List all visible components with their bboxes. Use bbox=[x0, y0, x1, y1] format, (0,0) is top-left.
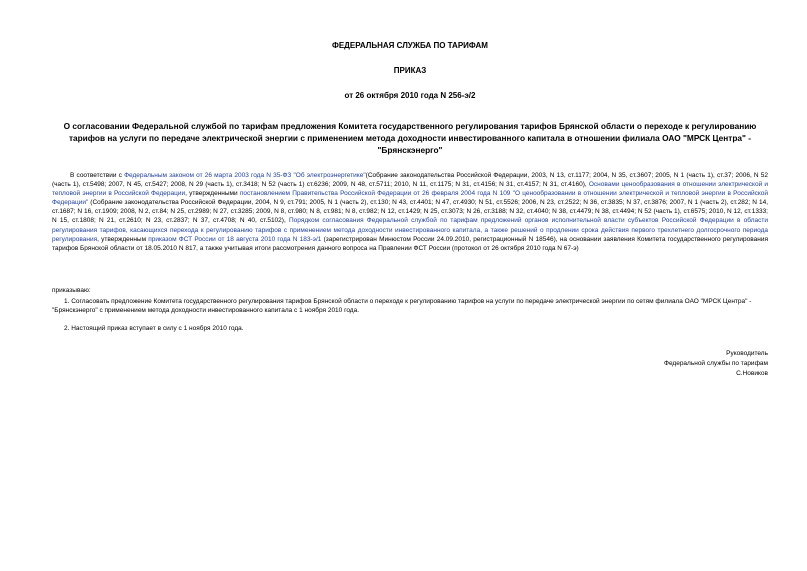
order-item-2: 2. Настоящий приказ вступает в силу с 1 ноября 2010 года. bbox=[64, 325, 244, 332]
order-phrase: приказываю: bbox=[52, 287, 91, 294]
link-government-decree[interactable]: постановлением Правительства Российской Федерации от 26 февраля 2004 года N 109 "О ценообразовании в отношении электрической и тепловой энергии в Российской Федерации" bbox=[52, 190, 768, 207]
link-federal-law[interactable]: Федеральным законом от 26 марта 2003 года N 35-ФЗ "Об электроэнергетике" bbox=[124, 172, 366, 179]
link-approval-procedure[interactable]: Порядком согласования Федеральной службой по тарифам предложений органов исполнительной власти субъектов Российской Федерации в области регулирования тарифов, касающихся перехода к регулированию тарифов с применением метода доходности инвестированного капитала, а также решений о продлении срока действия первого трехлетнего долгосрочного периода регулирования bbox=[52, 217, 768, 243]
body-text: , утвержденным bbox=[97, 235, 149, 243]
body-text: (зарегистрирован Минюстом России 24.09.2010, регистрационный N 18546), на основании заявления Комитета государственного регулирования тарифов Брянской области от 18.05.2010 N 817, а также учитывая итоги рассмотрения данного вопроса на Правлении ФСТ России (протокол от 26 октября 2010 года N 67-э) bbox=[52, 235, 768, 252]
signature-organization: Федеральной службы по тарифам bbox=[664, 360, 768, 368]
document-kind: ПРИКАЗ bbox=[393, 66, 427, 75]
document-title: О согласовании Федеральной службой по тарифам предложения Комитета государственного регулирования тарифов Брянской области о переходе к регулированию тарифов на услуги по передаче электрической энергии с применением метода доходности инвестированного капитала в отношении филиала ОАО "МРСК Центра" - "Брянскэнерго" bbox=[63, 121, 757, 155]
order-item-1: 1. Согласовать предложение Комитета государственного регулирования тарифов Брянской области о переходе к регулированию тарифов на услуги по передаче электрической энергии по сетям филиала ОАО "МРСК Центра" - "Брянскэнерго" с применением метода доходности инвестированного капитала с 1 ноября 2010 года. bbox=[52, 298, 752, 315]
body-text: В соответствии с bbox=[70, 172, 125, 179]
preamble-paragraph bbox=[52, 171, 768, 253]
body-text: , утвержденными bbox=[185, 190, 240, 198]
document-date: от 26 октября 2010 года N 256-э/2 bbox=[344, 91, 476, 100]
signature-block bbox=[664, 349, 768, 380]
agency-heading: ФЕДЕРАЛЬНАЯ СЛУЖБА ПО ТАРИФАМ bbox=[332, 41, 488, 50]
body-text: (Собрание законодательства Российской Федерации, 2004, N 9, ст.791; 2005, N 1 (часть 2), ст.130; N 43, ст.4401; N 47, ст.4930; N 51, ст.5526; 2006, N 23, ст.2522; N 36, ст.3835; N 37, ст.3876; 2007, N 1 (часть 2), ст.282; N 14, ст.1687; N 16, ст.1909; 2008, N 2, ст.84; N 25, ст.2989; N 27, ст.3285; 2009, N 8, ст.980; N 8, ст.981; N 8, ст.982; N 12, ст.1429; N 25, ст.3073; N 26, ст.3188; N 32, ст.4040; N 38, ст.4479; N 38, ст.4494; N 52 (часть 1), ст.6575; 2010, N 12, ст.1333; N 15, ст.1808; N 21, ст.2610; N 23, ст.2837; N 37, ст.4708; N 40, ст.5102), bbox=[52, 199, 768, 225]
signature-position: Руководитель bbox=[726, 350, 768, 357]
link-fst-order[interactable]: приказом ФСТ России от 18 августа 2010 года N 183-э/1 bbox=[148, 235, 322, 243]
body-text: (Собрание законодательства Российской Федерации, 2003, N 13, ст.1177; 2004, N 35, ст.3607; 2005, N 1 (часть 1), ст.37; 2006, N 52 (часть 1), ст.5498; 2007, N 45, ст.5427; 2008, N 29 (часть 1), ст.3418; N 52 (часть 1) ст.6236; 2009, N 48, ст.5711; 2010, N 11, ст.1175; N 31, ст.4156; N 31, ст.4157; N 31, ст.4160), bbox=[52, 172, 768, 189]
signature-name: С.Новиков bbox=[736, 370, 768, 378]
link-pricing-basics[interactable]: Основами ценообразования в отношении электрической и тепловой энергии в Российской Федерации bbox=[52, 181, 768, 198]
